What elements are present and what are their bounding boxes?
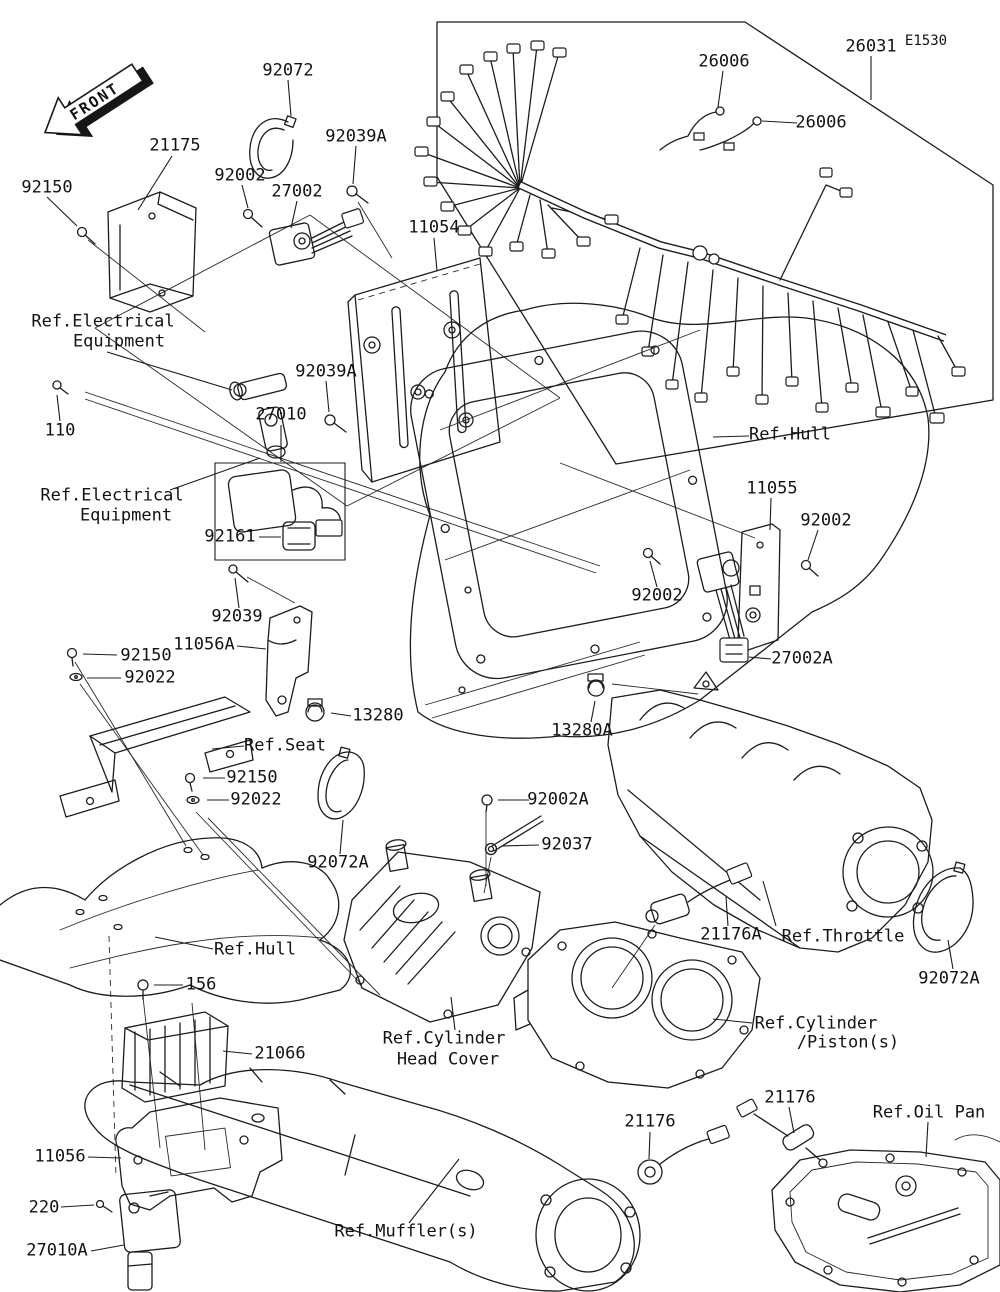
part-label-92022-2: 92022 [230, 789, 282, 810]
part-label-11054: 11054 [408, 217, 460, 238]
part-label-27002: 27002 [271, 181, 323, 202]
ref-seat: Ref.Seat [244, 735, 326, 756]
bracket-11054 [348, 258, 500, 482]
part-label-26006-a: 26006 [698, 51, 750, 72]
ref-muffler: Ref.Muffler(s) [334, 1221, 478, 1242]
ref-electrical-1-line2: Equipment [72, 331, 166, 352]
part-label-92002a: 92002A [527, 789, 589, 810]
part-label-27010a: 27010A [26, 1240, 88, 1261]
bracket-11056a [266, 606, 312, 716]
ref-hull-2: Ref.Hull [214, 939, 296, 960]
part-label-92002-1: 92002 [214, 165, 266, 186]
ref-electrical-2-line1: Ref.Electrical [40, 485, 184, 506]
cable-tie-92072a-left [318, 747, 364, 819]
front-arrow-label: FRONT [66, 78, 123, 125]
intake-manifold [608, 672, 933, 952]
ref-cylinder-piston-line1: Ref.Cylinder [754, 1013, 878, 1034]
part-label-92150-3: 92150 [226, 767, 278, 788]
part-label-156: 156 [185, 974, 217, 995]
part-label-92161: 92161 [204, 526, 256, 547]
ref-oil-pan: Ref.Oil Pan [872, 1102, 986, 1123]
ref-cylinder-head-line1: Ref.Cylinder [382, 1028, 506, 1049]
ref-electrical-1-line1: Ref.Electrical [31, 311, 175, 332]
main-harness [415, 36, 965, 423]
cable-tie-92037 [486, 816, 544, 855]
part-label-21176-1: 21176 [624, 1111, 676, 1132]
front-arrow [33, 50, 160, 158]
bracket-11055 [738, 524, 780, 650]
edition-code: E1530 [904, 33, 948, 49]
part-label-27010: 27010 [255, 404, 307, 425]
part-label-11055: 11055 [746, 478, 798, 499]
cylinder-head-cover [344, 838, 540, 1022]
part-label-92072a-2: 92072A [918, 968, 980, 989]
part-label-92150-1: 92150 [21, 177, 73, 198]
part-label-26006-b: 26006 [795, 112, 847, 133]
sensor-27002 [269, 208, 364, 266]
ref-hull-1: Ref.Hull [749, 424, 831, 445]
clamp-13280 [306, 699, 324, 721]
part-label-13280: 13280 [352, 705, 404, 726]
regulator-21066 [122, 1012, 228, 1102]
part-label-92039a-2: 92039A [295, 361, 357, 382]
clamp-13280a [588, 674, 604, 696]
ref-cylinder-piston-line2: /Piston(s) [796, 1032, 900, 1053]
part-label-11056: 11056 [34, 1146, 86, 1167]
ref-cylinder-head-line2: Head Cover [396, 1049, 500, 1070]
muffler [85, 1068, 640, 1291]
ignition-coil-27010a [119, 1189, 181, 1290]
part-label-220: 220 [28, 1197, 60, 1218]
part-label-27002a: 27002A [771, 648, 833, 669]
ecu-21175 [108, 192, 196, 312]
part-label-92150-2: 92150 [120, 645, 172, 666]
part-label-13280a: 13280A [551, 720, 613, 741]
oil-pan [772, 1135, 1000, 1292]
cylinder-block [514, 922, 760, 1088]
ref-throttle: Ref.Throttle [781, 926, 905, 947]
part-label-92039a-1: 92039A [325, 126, 387, 147]
part-label-92002-3: 92002 [631, 585, 683, 606]
seat-bracket [60, 697, 253, 817]
part-label-21176a: 21176A [700, 924, 762, 945]
part-label-92037: 92037 [541, 834, 593, 855]
ref-electrical-2-line2: Equipment [79, 505, 173, 526]
part-label-92022-1: 92022 [124, 667, 176, 688]
part-label-26031: 26031 [845, 36, 897, 57]
part-label-11056a: 11056A [173, 634, 235, 655]
part-label-92002-2: 92002 [800, 510, 852, 531]
part-label-92039: 92039 [211, 606, 263, 627]
part-label-92072: 92072 [262, 60, 314, 81]
part-label-21175: 21175 [149, 135, 201, 156]
part-label-21066: 21066 [254, 1043, 306, 1064]
hull-lower-left [0, 838, 350, 1003]
part-label-92072a-1: 92072A [307, 852, 369, 873]
part-label-21176-2: 21176 [764, 1087, 816, 1108]
part-label-110: 110 [44, 420, 76, 441]
sub-lead-26006 [660, 107, 761, 150]
sensor-21176-center [638, 1125, 730, 1184]
harness-connectors [415, 36, 965, 423]
